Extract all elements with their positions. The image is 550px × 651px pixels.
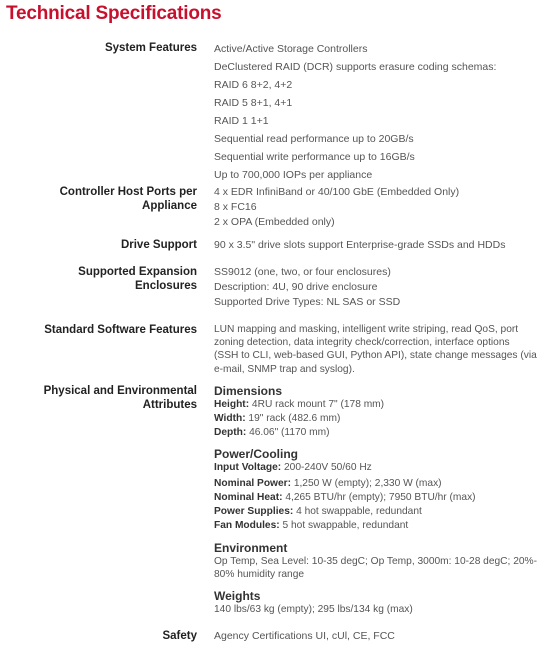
spec-line: Sequential read performance up to 20GB/s xyxy=(214,133,414,145)
spec-line: zoning detection, data integrity check/correction, interface options xyxy=(214,337,510,349)
spec-line: (SSH to CLI, web-based GUI, Python API), state change messages (via xyxy=(214,350,537,362)
software-values xyxy=(214,323,544,376)
spec-line: 8 x FC16 xyxy=(214,201,257,213)
spec-line: RAID 5 8+1, 4+1 xyxy=(214,97,293,109)
spec-line: Active/Active Storage Controllers xyxy=(214,43,368,55)
nominal-power-spec: Nominal Power: 1,250 W (empty); 2,330 W (max) xyxy=(214,478,442,489)
spec-line: Description: 4U, 90 drive enclosure xyxy=(214,281,378,293)
safety-label: Safety xyxy=(162,630,197,642)
software-label: Standard Software Features xyxy=(44,324,197,336)
fan-modules-spec: Fan Modules: 5 hot swappable, redundant xyxy=(214,520,409,531)
spec-line: RAID 1 1+1 xyxy=(214,115,269,127)
environment-line: 80% humidity range xyxy=(214,569,305,581)
host-ports-label-line2: Appliance xyxy=(142,200,197,212)
page-title: Technical Specifications xyxy=(6,3,222,24)
power-heading: Power/Cooling xyxy=(214,447,298,461)
system-features-label: System Features xyxy=(104,42,197,54)
spec-line: Sequential write performance up to 16GB/s xyxy=(214,151,415,163)
physical-values xyxy=(214,384,544,617)
host-ports-values xyxy=(214,185,544,230)
width-spec: Width: 19" rack (482.6 mm) xyxy=(214,413,341,424)
expansion-label-line2: Enclosures xyxy=(135,280,197,292)
spec-line: DeClustered RAID (DCR) supports erasure coding schemas: xyxy=(214,61,497,73)
spec-line: LUN mapping and masking, intelligent write striping, read QoS, port xyxy=(214,324,519,335)
spec-line: 90 x 3.5" drive slots support Enterprise-grade SSDs and HDDs xyxy=(214,239,506,251)
spec-line: 2 x OPA (Embedded only) xyxy=(214,216,335,228)
spec-line: e-mail, SNMP trap and syslog). xyxy=(214,363,355,375)
expansion-label xyxy=(7,265,197,293)
dimensions-heading: Dimensions xyxy=(214,384,283,398)
weights-line: 140 lbs/63 kg (empty); 295 lbs/134 kg (max) xyxy=(214,604,413,616)
nominal-heat-spec: Nominal Heat: 4,265 BTU/hr (empty); 7950 BTU/hr (max) xyxy=(214,492,476,503)
expansion-values xyxy=(214,265,544,310)
drive-support-label: Drive Support xyxy=(120,239,197,251)
physical-label-line2: Attributes xyxy=(142,399,197,411)
environment-line: Op Temp, Sea Level: 10-35 degC; Op Temp, 3000m: 10-28 degC; 20%- xyxy=(214,556,537,567)
height-spec: Height: 4RU rack mount 7" (178 mm) xyxy=(214,399,385,410)
spec-line: Supported Drive Types: NL SAS or SSD xyxy=(214,296,401,308)
weights-heading: Weights xyxy=(214,589,261,604)
drive-support-values xyxy=(214,238,544,253)
power-supplies-spec: Power Supplies: 4 hot swappable, redundant xyxy=(214,506,422,517)
physical-label-line1: Physical and Environmental xyxy=(43,385,197,397)
spec-line: 4 x EDR InfiniBand or 40/100 GbE (Embedded Only) xyxy=(214,186,460,198)
input-voltage-spec: Input Voltage: 200-240V 50/60 Hz xyxy=(214,462,372,473)
environment-heading: Environment xyxy=(214,541,288,555)
expansion-label-line1: Supported Expansion xyxy=(78,266,197,278)
spec-line: Up to 700,000 IOPs per appliance xyxy=(214,169,373,181)
physical-label xyxy=(7,384,197,412)
host-ports-label-line1: Controller Host Ports per xyxy=(59,186,197,198)
depth-spec: Depth: 46.06" (1170 mm) xyxy=(214,427,330,438)
spec-line: RAID 6 8+2, 4+2 xyxy=(214,79,293,91)
spec-line: SS9012 (one, two, or four enclosures) xyxy=(214,266,391,278)
host-ports-label xyxy=(7,185,197,213)
system-features-values xyxy=(214,40,544,184)
safety-values xyxy=(214,629,544,644)
spec-line: Agency Certifications UI, cUl, CE, FCC xyxy=(214,630,395,642)
